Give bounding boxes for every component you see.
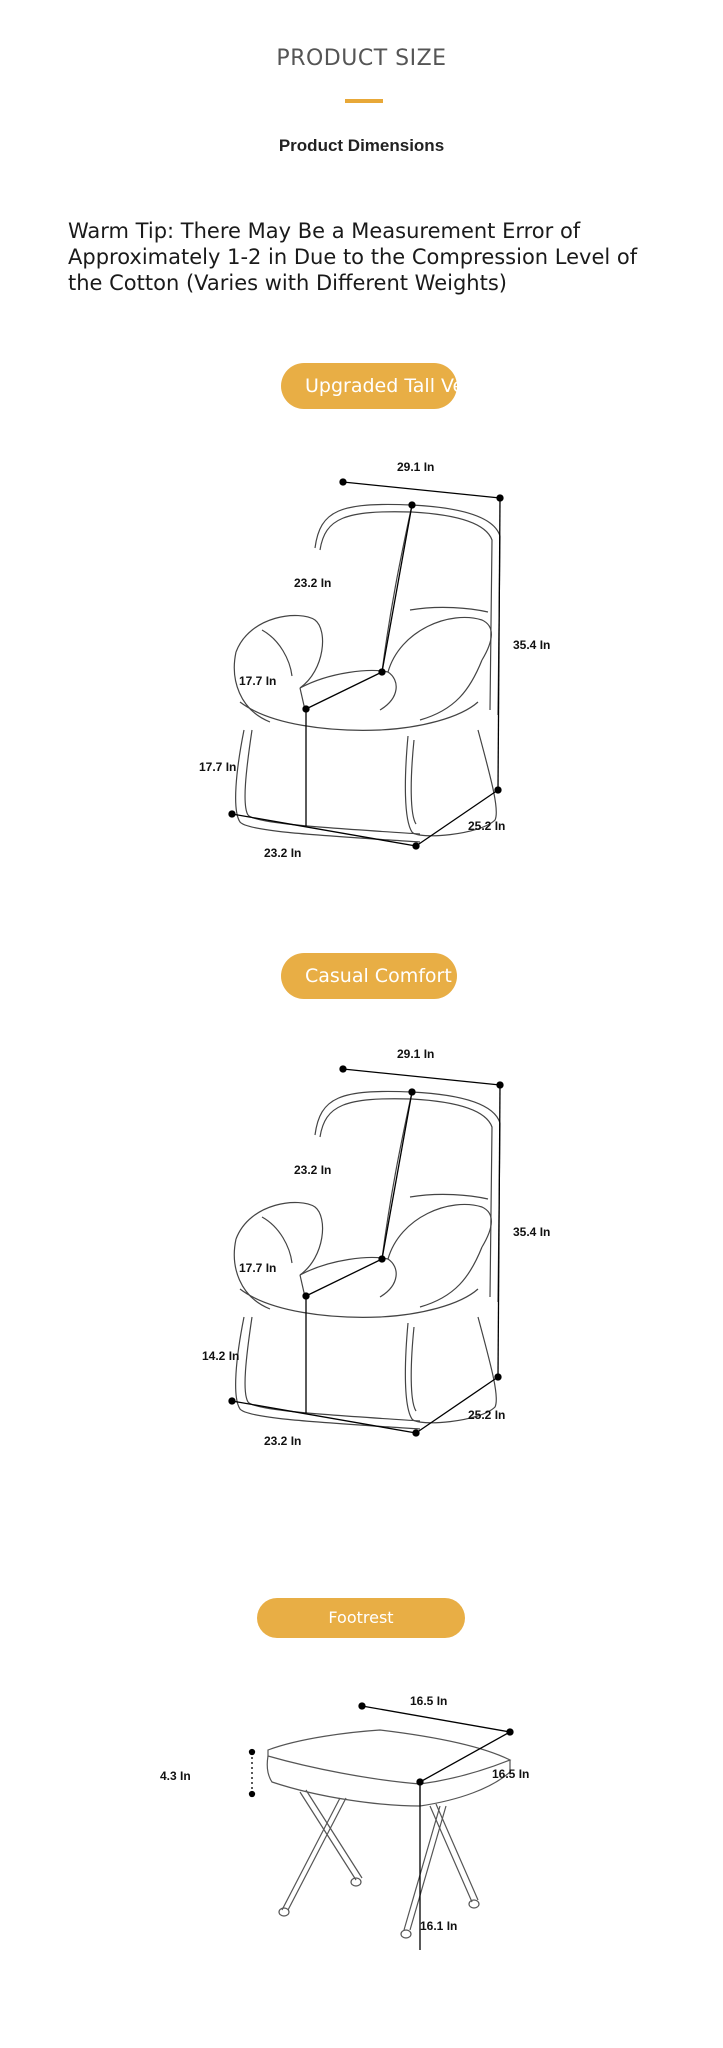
- dim-seat-depth: 17.7 In: [239, 674, 277, 688]
- dim-back-height: 23.2 In: [294, 1163, 332, 1177]
- footrest-diagram: [0, 1680, 723, 1980]
- dim-seat-depth: 17.7 In: [239, 1261, 277, 1275]
- dim-footrest-top-width: 16.5 In: [410, 1694, 448, 1708]
- dim-footrest-top-depth: 16.5 In: [492, 1767, 530, 1781]
- dim-depth: 25.2 In: [468, 1408, 506, 1422]
- section-label-upgraded-tall: Upgraded Tall Version: [281, 363, 457, 409]
- page-subtitle: Product Dimensions: [278, 136, 445, 155]
- dim-depth: 25.2 In: [468, 819, 506, 833]
- dim-top-width: 29.1 In: [397, 460, 435, 474]
- dim-width: 23.2 In: [264, 1434, 302, 1448]
- page-title: PRODUCT SIZE: [276, 46, 447, 71]
- warm-tip-text: Warm Tip: There May Be a Measurement Error of Approximately 1-2 in Due to the Compression Level of the Cotton (Varies with Different Weights): [68, 219, 638, 295]
- dim-total-height: 35.4 In: [513, 638, 551, 652]
- dim-top-width: 29.1 In: [397, 1047, 435, 1061]
- dim-seat-height: 14.2 In: [202, 1349, 240, 1363]
- dim-footrest-leg-height: 16.1 In: [420, 1919, 458, 1933]
- section-label-casual-comfort: Casual Comfort Version: [281, 953, 457, 999]
- dim-seat-height: 17.7 In: [199, 760, 237, 774]
- dim-total-height: 35.4 In: [513, 1225, 551, 1239]
- chair-diagram-tall: [0, 440, 723, 860]
- chair-diagram-casual: [0, 1027, 723, 1447]
- dim-footrest-cushion-height: 4.3 In: [160, 1769, 191, 1783]
- dim-width: 23.2 In: [264, 846, 302, 860]
- section-label-footrest: Footrest: [257, 1598, 465, 1638]
- title-accent-bar: [345, 99, 383, 103]
- dim-back-height: 23.2 In: [294, 576, 332, 590]
